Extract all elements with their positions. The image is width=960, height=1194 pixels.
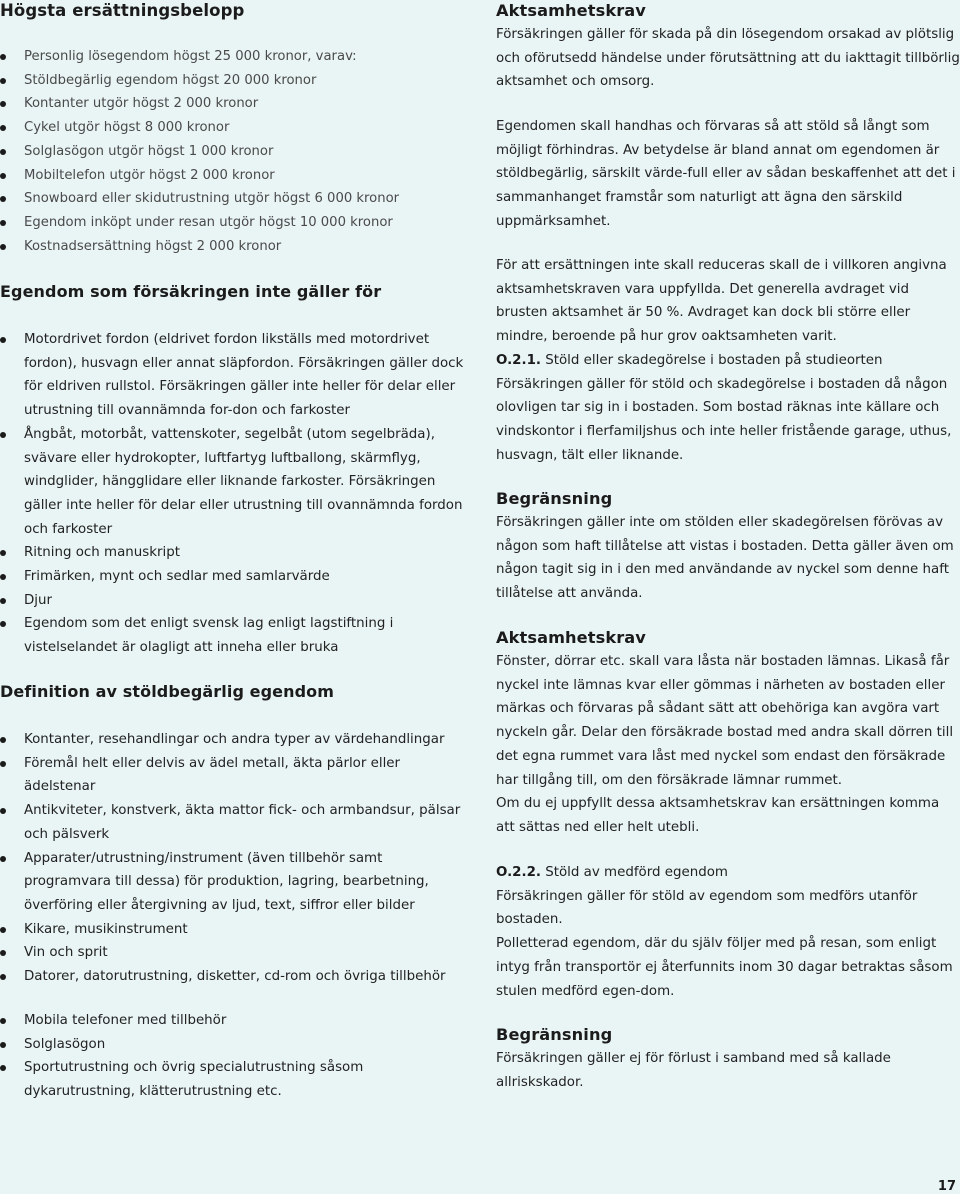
paragraph: Försäkringen gäller inte om stölden eller skadegörelsen förövas av någon som haft tillåtelse att vistas i bostaden. Detta gäller även om någon tagit sig in i den med användande av nyckel som denne haft tillåtelse att använda. — [496, 515, 954, 602]
section-title: Stöld eller skadegörelse i bostaden på studieorten — [540, 352, 883, 368]
not-covered-list — [0, 328, 470, 660]
max-compensation-list — [0, 45, 470, 258]
theft-prone-list-continued — [0, 1009, 470, 1104]
list-item: Sportutrustning och övrig specialutrustning såsom dykarutrustning, klätterutrustning etc. — [0, 1056, 470, 1103]
paragraph: För att ersättningen inte skall reduceras skall de i villkoren angivna aktsamhetskraven vara uppfyllda. Det generella avdraget vid brusten aktsamhet är 50 %. Avdraget kan dock bli större eller mindre, beroende på hur grov oaktsamheten varit. — [496, 258, 947, 345]
list-item: Djur — [0, 589, 470, 613]
paragraph: Polletterad egendom, där du själv följer med på resan, som enligt intyg från transportör ej återfunnits inom 30 dagar betraktas såsom stulen medförd egen-dom. — [496, 936, 953, 999]
list-item: Solglasögon — [0, 1033, 470, 1057]
list-item: Kontanter utgör högst 2 000 kronor — [0, 92, 470, 116]
list-item: Antikviteter, konstverk, äkta mattor fick- och armbandsur, pälsar och pälsverk — [0, 799, 470, 846]
list-item: Egendom inköpt under resan utgör högst 10 000 kronor — [0, 211, 470, 235]
list-item: Apparater/utrustning/instrument (även tillbehör samt programvara till dessa) för produktion, lagring, bearbetning, överföring eller återgivning av ljud, text, siffror eller bilder — [0, 847, 470, 918]
list-item: Ritning och manuskript — [0, 541, 470, 565]
aktsamhet-paragraph-3 — [496, 254, 960, 467]
heading-not-covered: Egendom som försäkringen inte gäller för — [0, 282, 382, 301]
begransning-section-2 — [496, 1024, 960, 1094]
begransning-section-1 — [496, 488, 960, 606]
aktsamhet-section-1 — [496, 0, 960, 94]
heading-begransning: Begränsning — [496, 489, 613, 508]
list-item: Cykel utgör högst 8 000 kronor — [0, 116, 470, 140]
heading-aktsamhetskrav: Aktsamhetskrav — [496, 628, 646, 647]
list-item: Datorer, datorutrustning, disketter, cd-rom och övriga tillbehör — [0, 965, 470, 989]
list-item: Kikare, musikinstrument — [0, 918, 470, 942]
list-item: Vin och sprit — [0, 941, 470, 965]
list-item: Motordrivet fordon (eldrivet fordon likställs med motordrivet fordon), husvagn eller annat släpfordon. Försäkringen gäller dock för eldriven rullstol. Försäkringen gäller inte heller för delar eller utrustning till ovannämnda for-don och farkoster — [0, 328, 470, 423]
list-item: Solglasögon utgör högst 1 000 kronor — [0, 140, 470, 164]
paragraph: Egendomen skall handhas och förvaras så att stöld så långt som möjligt förhindras. Av betydelse är bland annat om egendomen är stöldbegärlig, särskilt värde-full eller av sådan beskaffenhet att det i sammanhanget framstår som naturligt att ägna den särskild uppmärksamhet. — [496, 119, 956, 229]
page-number: 17 — [937, 1179, 956, 1194]
section-o21-title — [496, 349, 960, 373]
aktsamhet-section-2 — [496, 627, 960, 840]
paragraph: Försäkringen gäller ej för förlust i samband med så kallade allriskskador. — [496, 1051, 891, 1090]
section-o22-title — [496, 861, 960, 885]
theft-prone-list — [0, 728, 470, 989]
heading-aktsamhetskrav: Aktsamhetskrav — [496, 1, 646, 20]
section-title: Stöld av medförd egendom — [540, 865, 728, 880]
heading-theft-prone-definition: Definition av stöldbegärlig egendom — [0, 682, 335, 701]
list-item: Föremål helt eller delvis av ädel metall, äkta pärlor eller ädelstenar — [0, 752, 470, 799]
paragraph: Försäkringen gäller för stöld av egendom som medförs utanför bostaden. — [496, 888, 918, 928]
aktsamhet-paragraph-2 — [496, 115, 960, 234]
list-item: Kontanter, resehandlingar och andra typer av värdehandlingar — [0, 728, 470, 752]
paragraph: Om du ej uppfyllt dessa aktsamhetskrav kan ersättningen komma att sättas ned eller helt utebli. — [496, 796, 940, 835]
list-item: Mobila telefoner med tillbehör — [0, 1009, 470, 1033]
section-number: O.2.1. — [496, 352, 541, 368]
list-item: Frimärken, mynt och sedlar med samlarvärde — [0, 565, 470, 589]
heading-begransning: Begränsning — [496, 1025, 613, 1044]
list-item: Stöldbegärlig egendom högst 20 000 kronor — [0, 69, 470, 93]
list-item: Egendom som det enligt svensk lag enligt lagstiftning i vistelselandet är olagligt att inneha eller bruka — [0, 612, 470, 659]
list-item: Snowboard eller skidutrustning utgör högst 6 000 kronor — [0, 187, 470, 211]
heading-max-compensation: Högsta ersättningsbelopp — [0, 1, 245, 20]
section-o22 — [496, 861, 960, 1003]
paragraph: Fönster, dörrar etc. skall vara låsta när bostaden lämnas. Likaså får nyckel inte lämnas kvar eller gömmas i närheten av bostaden eller märkas och förvaras på sådant sätt att obehöriga kan avgöra vart nyckeln går. Delar den försäkrade bostad med andra skall dörren till det egna rummet vara låst med nyckel som endast den försäkrade har tillgång till, om den försäkrade lämnar rummet. — [496, 654, 954, 788]
paragraph: Försäkringen gäller för stöld och skadegörelse i bostaden då någon olovligen tar sig in i bostaden. Som bostad räknas inte källare och vindskontor i flerfamiljshus och inte heller fristående garage, uthus, husvagn, tält eller liknande. — [496, 376, 952, 463]
list-item: Ångbåt, motorbåt, vattenskoter, segelbåt (utom segelbräda), svävare eller hydrokopter, luftfartyg luftballong, skärmflyg, windglider, hängglidare eller liknande farkoster. Försäkringen gäller inte heller för delar eller utrustning till ovannämnda fordon och farkoster — [0, 423, 470, 542]
list-item: Mobiltelefon utgör högst 2 000 kronor — [0, 164, 470, 188]
list-item: Kostnadsersättning högst 2 000 kronor — [0, 235, 470, 259]
section-number: O.2.2. — [496, 865, 541, 880]
list-item: Personlig lösegendom högst 25 000 kronor, varav: — [0, 45, 470, 69]
paragraph: Försäkringen gäller för skada på din lösegendom orsakad av plötslig och oförutsedd händelse under förutsättning att du iakttagit tillbörlig aktsamhet och omsorg. — [496, 27, 960, 90]
